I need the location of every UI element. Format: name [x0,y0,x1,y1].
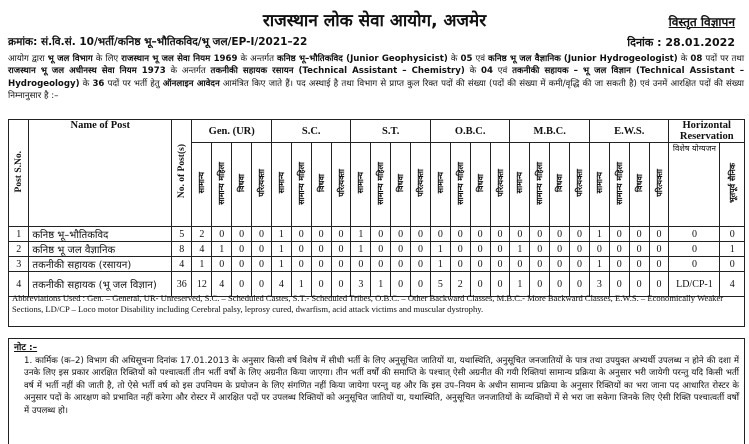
sub-widow: विधवा [470,143,490,227]
cell-total: 4 [172,257,192,272]
header-horizontal: Horizontal Reservation [669,120,745,143]
cell-value: 0 [232,227,252,242]
cell-value: 12 [192,272,212,297]
cell-value: 1 [192,257,212,272]
cell-value: 0 [530,242,550,257]
sub-general-women: सामान्य महिला [530,143,550,227]
cell-value: 0 [252,272,272,297]
header-post-name: Name of Post [29,120,172,227]
note-title: नोट :– [14,343,38,353]
cell-value: 0 [411,272,431,297]
sub-divorcee: परित्यक्ता [649,143,669,227]
vacancy-table [8,119,745,297]
cell-value: 0 [649,257,669,272]
cell-value: 0 [331,272,351,297]
cell-value: 2 [192,227,212,242]
header-sno: Post S.No. [9,120,29,227]
abbreviations-note: Abbreviations Used : Gen. – General, UR- Unreserved, S.C. – Scheduled Castes, S.T.- Scheduled Tribes, O.B.C. – Other Backward Classes, M.B.C.- More Backward Classes, E.W.S. – Economically Weaker Sections, LD/CP – Loco motor Disability including Cerebral palsy, leprosy cured, dwarfism, acid attack victims and muscular dystrophy. [8,291,745,327]
cell-value: 1 [271,257,291,272]
sub-divorcee: परित्यक्ता [490,143,510,227]
cell-value: 0 [252,242,272,257]
sub-widow: विधवा [550,143,570,227]
header-ews: E.W.S. [589,120,669,143]
cell-value: 0 [371,257,391,272]
cell-value: 0 [371,242,391,257]
cell-value: 0 [629,242,649,257]
cell-value: 0 [232,272,252,297]
cell-value: 0 [570,227,590,242]
cell-value: 0 [570,242,590,257]
sub-general-women: सामान्य महिला [291,143,311,227]
header-mbc: M.B.C. [510,120,590,143]
cell-sno: 4 [9,272,29,297]
sub-special-abled: विशेष योग्यजन [669,143,720,227]
cell-value: 0 [490,272,510,297]
cell-value: 0 [232,257,252,272]
cell-special-abled: 0 [669,242,720,257]
cell-value: 1 [351,227,371,242]
commission-title: राजस्थान लोक सेवा आयोग, अजमेर [262,11,487,31]
sub-general: सामान्य [271,143,291,227]
sub-widow: विधवा [232,143,252,227]
cell-value: 0 [311,227,331,242]
cell-value: 0 [649,227,669,242]
cell-value: 0 [530,272,550,297]
cell-sno: 3 [9,257,29,272]
sub-general: सामान्य [351,143,371,227]
cell-ex-servicemen: 0 [720,227,745,242]
cell-value: 0 [609,272,629,297]
cell-total: 36 [172,272,192,297]
cell-total: 5 [172,227,192,242]
cell-value: 0 [371,227,391,242]
cell-value: 1 [589,257,609,272]
sub-general: सामान्य [430,143,450,227]
sub-divorcee: परित्यक्ता [570,143,590,227]
cell-total: 8 [172,242,192,257]
cell-value: 0 [490,242,510,257]
cell-value: 1 [510,242,530,257]
table-row [9,242,745,257]
cell-value: 1 [271,242,291,257]
cell-value: 0 [450,257,470,272]
sub-divorcee: परित्यक्ता [331,143,351,227]
cell-value: 1 [510,272,530,297]
cell-value: 1 [430,242,450,257]
advertisement-label: विस्तृत विज्ञापन [668,15,735,29]
sub-ex-servicemen: भूतपूर्व सैनिक [720,143,745,227]
header-sc: S.C. [271,120,351,143]
cell-value: 0 [550,227,570,242]
cell-value: 0 [629,272,649,297]
cell-value: 4 [212,272,232,297]
cell-value: 0 [291,242,311,257]
cell-value: 0 [291,227,311,242]
cell-value: 1 [291,272,311,297]
cell-value: 0 [470,272,490,297]
cell-value: 0 [470,227,490,242]
cell-value: 0 [570,257,590,272]
cell-value: 1 [271,227,291,242]
cell-value: 2 [450,272,470,297]
cell-value: 0 [391,227,411,242]
cell-value: 0 [411,227,431,242]
cell-value: 0 [311,257,331,272]
sub-general-women: सामान्य महिला [450,143,470,227]
cell-value: 0 [331,227,351,242]
cell-value: 5 [430,272,450,297]
cell-value: 1 [371,272,391,297]
advertisement-date: दिनांक : 28.01.2022 [627,36,735,49]
sub-widow: विधवा [629,143,649,227]
sub-divorcee: परित्यक्ता [411,143,431,227]
table-row [9,227,745,242]
cell-post-name: कनिष्ठ भू–भौतिकविद [29,227,172,242]
cell-value: 0 [550,272,570,297]
cell-value: 0 [550,242,570,257]
cell-value: 0 [609,242,629,257]
intro-paragraph: आयोग द्वारा भू जल विभाग के लिए राजस्थान भू जल सेवा नियम 1969 के अन्तर्गत कनिष्ठ भू–भौतिकविद (Junior Geophysicist) के 05 एवं कनिष्ठ भू जल वैज्ञानिक (Junior Hydrogeologist) के 08 पदों पर तथा राजस्थान भू जल अधीनस्थ सेवा नियम 1973 के अन्तर्गत तकनीकी सहायक रसायन (Technical Assistant – Chemistry) के 04 एवं तकनीकी सहायक – भू जल विज्ञान (Technical Assistant – Hydrogeology) के 36 पदों पर भर्ती हेतु ऑनलाइन आवेदन आमंत्रित किए जाते हैं। पद अस्थाई है तथा विभाग से प्राप्त कुल रिक्त पदों की संख्या (पदों की संख्या में कमी/वृद्धि की जा सकती है) एवं उनमें आरक्षित पदों की संख्या निम्नानुसार है :– [8,54,745,102]
cell-value: 3 [351,272,371,297]
note-box [8,338,745,444]
sub-general: सामान्य [589,143,609,227]
cell-post-name: तकनीकी सहायक (भू जल विज्ञान) [29,272,172,297]
cell-sno: 2 [9,242,29,257]
cell-value: 0 [530,227,550,242]
cell-value: 0 [331,257,351,272]
cell-value: 0 [629,257,649,272]
cell-special-abled: LD/CP-1 [669,272,720,297]
cell-value: 0 [291,257,311,272]
cell-value: 0 [490,257,510,272]
cell-value: 0 [609,257,629,272]
header-total-posts: No. of Post(s) [172,120,192,227]
cell-value: 0 [252,227,272,242]
header-st: S.T. [351,120,431,143]
cell-value: 0 [470,257,490,272]
sub-general-women: सामान्य महिला [609,143,629,227]
cell-value: 4 [271,272,291,297]
cell-value: 0 [212,227,232,242]
cell-ex-servicemen: 4 [720,272,745,297]
cell-value: 0 [629,227,649,242]
cell-value: 0 [391,242,411,257]
cell-value: 1 [589,227,609,242]
cell-value: 0 [470,242,490,257]
cell-value: 0 [252,257,272,272]
cell-value: 0 [589,242,609,257]
cell-value: 0 [609,227,629,242]
cell-value: 0 [311,242,331,257]
cell-value: 0 [490,227,510,242]
cell-value: 0 [391,257,411,272]
cell-value: 0 [411,242,431,257]
note-item-1: 1. कार्मिक (क–2) विभाग की अधिसूचना दिनांक 17.01.2013 के अनुसार किसी वर्ष विशेष में सीधी भर्ती के लिए अनुसूचित जातियों या, यथास्थिति, अनुसूचित जनजातियों के पात्र तथा उपयुक्त अभ्यर्थी उपलब्ध न होने की दशा में उनके लिए इस प्रकार आरक्षित रिक्तियों को पश्चात्वर्ती तीन भर्ती वर्षों के लिए अग्रनीत किया जाएगा। तीन भर्ती वर्षों की समाप्ति के पश्चात् ऐसी अग्रनीत की गयी रिक्तियां सामान्य प्रक्रिया के अनुसार भरी जायेगी परन्तु यदि किसी भर्ती वर्ष में भर्ती नहीं की जाती है, तो ऐसे भर्ती वर्ष को इस उपनियम के प्रयोजन के लिए संगणित नहीं किया जायेगा परन्तु यह और कि इस उप–नियम के अधीन सामान्य प्रक्रिया के अनुसार रिक्तियों का भरा जाना पद आधारित रोस्टर के अनुसार पदों के आरक्षण को प्रभावित नहीं करेगा और रोस्टर में आरक्षित पदों पर उपलब्ध रिक्तियों को अनुसूचित जातियों या, यथास्थिति, अनुसूचित जनजातियों के व्यक्तियों में से भरा जा सकेगा जिनके लिए ऐसी रिक्ति पश्चात्वर्ती वर्षों में उपलब्ध हो। [24,355,739,416]
sub-general: सामान्य [192,143,212,227]
sub-widow: विधवा [311,143,331,227]
cell-value: 0 [232,242,252,257]
cell-value: 0 [311,272,331,297]
cell-post-name: कनिष्ठ भू जल वैज्ञानिक [29,242,172,257]
sub-divorcee: परित्यक्ता [252,143,272,227]
cell-value: 0 [550,257,570,272]
cell-ex-servicemen: 0 [720,257,745,272]
cell-value: 0 [391,272,411,297]
cell-special-abled: 0 [669,257,720,272]
cell-value: 0 [649,272,669,297]
sub-general: सामान्य [510,143,530,227]
cell-value: 0 [351,257,371,272]
header-obc: O.B.C. [430,120,510,143]
cell-value: 0 [450,227,470,242]
sub-widow: विधवा [391,143,411,227]
cell-value: 0 [212,257,232,272]
cell-value: 0 [430,227,450,242]
cell-special-abled: 0 [669,227,720,242]
cell-value: 4 [192,242,212,257]
cell-value: 0 [649,242,669,257]
cell-value: 1 [212,242,232,257]
cell-value: 1 [351,242,371,257]
reference-number: क्रमांक: सं.वि.सं. 10/भर्ती/कनिष्ठ भू–भौतिकविद/भू जल/EP-I/2021–22 [8,36,308,48]
table-row [9,257,745,272]
cell-value: 1 [430,257,450,272]
cell-value: 0 [510,227,530,242]
cell-sno: 1 [9,227,29,242]
sub-general-women: सामान्य महिला [212,143,232,227]
cell-value: 0 [510,257,530,272]
cell-value: 0 [411,257,431,272]
cell-post-name: तकनीकी सहायक (रसायन) [29,257,172,272]
cell-value: 0 [331,242,351,257]
cell-value: 0 [570,272,590,297]
cell-value: 0 [450,242,470,257]
cell-ex-servicemen: 1 [720,242,745,257]
cell-value: 0 [530,257,550,272]
cell-value: 3 [589,272,609,297]
sub-general-women: सामान्य महिला [371,143,391,227]
header-gen: Gen. (UR) [192,120,272,143]
